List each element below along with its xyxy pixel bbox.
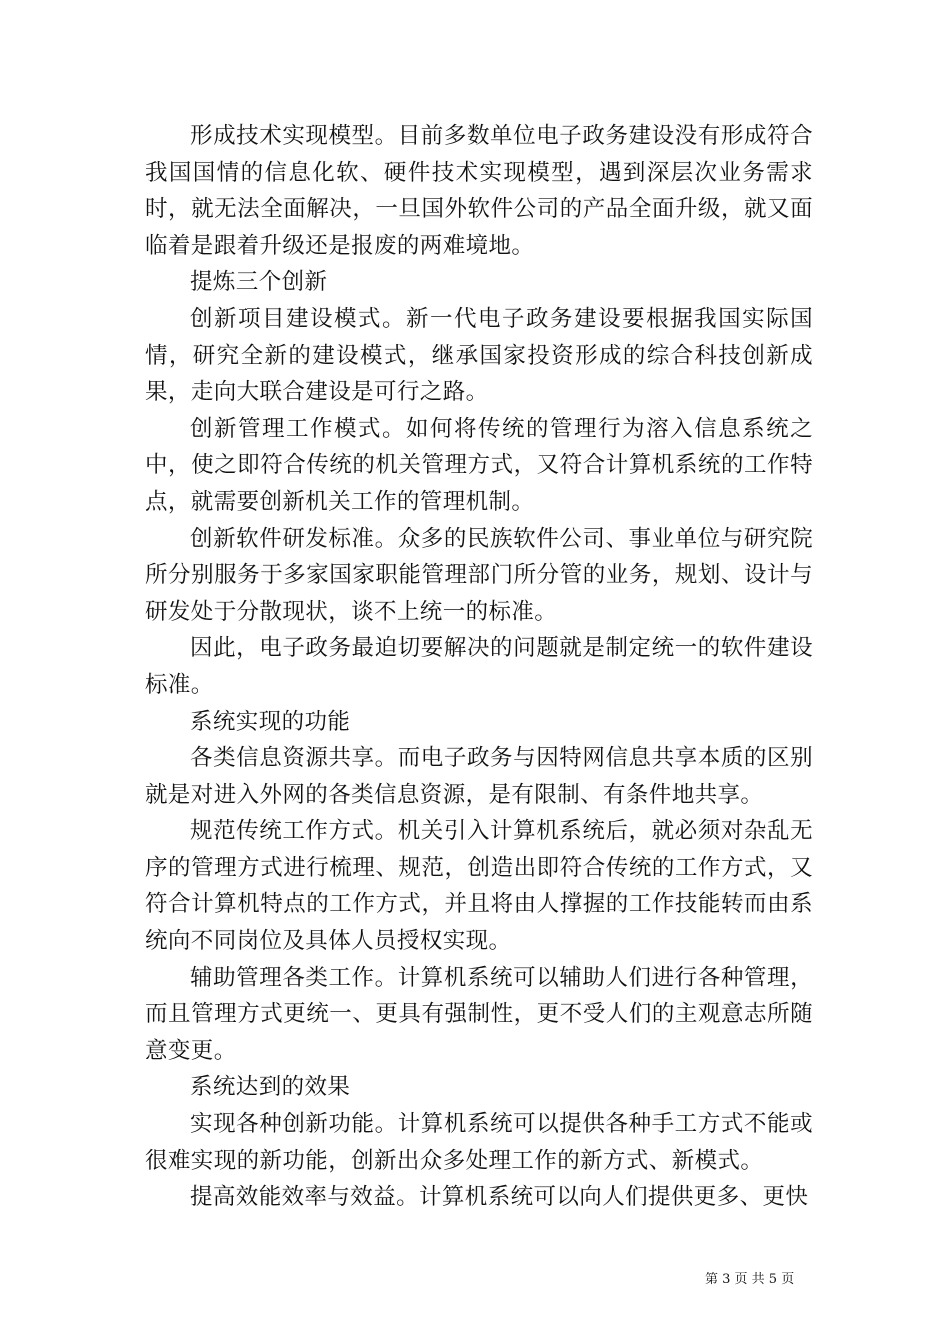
paragraph-project-mode: 创新项目建设模式。新一代电子政务建设要根据我国实际国情，研究全新的建设模式，继承国家投资形成的综合科技创新成果，走向大联合建设是可行之路。 xyxy=(145,305,813,406)
paragraph-assisted-management: 辅助管理各类工作。计算机系统可以辅助人们进行各种管理，而且管理方式更统一、更具有强制性，更不受人们的主观意志所随意变更。 xyxy=(145,964,813,1064)
paragraph-resource-sharing: 各类信息资源共享。而电子政务与因特网信息共享本质的区别就是对进入外网的各类信息资源，是有限制、有条件地共享。 xyxy=(145,745,813,808)
paragraph-software-standard: 创新软件研发标准。众多的民族软件公司、事业单位与研究院所分别服务于多家国家职能管理部门所分管的业务，规划、设计与研发处于分散现状，谈不上统一的标准。 xyxy=(145,525,813,625)
section-heading-functions: 系统实现的功能 xyxy=(190,708,351,735)
paragraph-management-mode: 创新管理工作模式。如何将传统的管理行为溶入信息系统之中，使之即符合传统的机关管理方式，又符合计算机系统的工作特点，就需要创新机关工作的管理机制。 xyxy=(145,415,813,515)
paragraph-efficiency: 提高效能效率与效益。计算机系统可以向人们提供更多、更快 xyxy=(190,1184,809,1211)
paragraph-model: 形成技术实现模型。目前多数单位电子政务建设没有形成符合我国国情的信息化软、硬件技术实现模型，遇到深层次业务需求时，就无法全面解决，一旦国外软件公司的产品全面升级，就又面临着是跟着升级还是报废的两难境地。 xyxy=(145,123,813,259)
section-heading-three-innovations: 提炼三个创新 xyxy=(190,269,328,296)
page-number-footer: 第 3 页 共 5 页 xyxy=(705,1272,795,1287)
paragraph-work-methods: 规范传统工作方式。机关引入计算机系统后，就必须对杂乱无序的管理方式进行梳理、规范，创造出即符合传统的工作方式，又符合计算机特点的工作方式，并且将由人撑握的工作技能转而由系统向不同岗位及具体人员授权实现。 xyxy=(145,818,813,955)
section-heading-effects: 系统达到的效果 xyxy=(190,1074,351,1101)
document-body xyxy=(145,118,813,1216)
paragraph-conclusion: 因此，电子政务最迫切要解决的问题就是制定统一的软件建设标准。 xyxy=(145,635,813,698)
paragraph-innovative-functions: 实现各种创新功能。计算机系统可以提供各种手工方式不能或很难实现的新功能，创新出众多处理工作的新方式、新模式。 xyxy=(145,1111,813,1174)
